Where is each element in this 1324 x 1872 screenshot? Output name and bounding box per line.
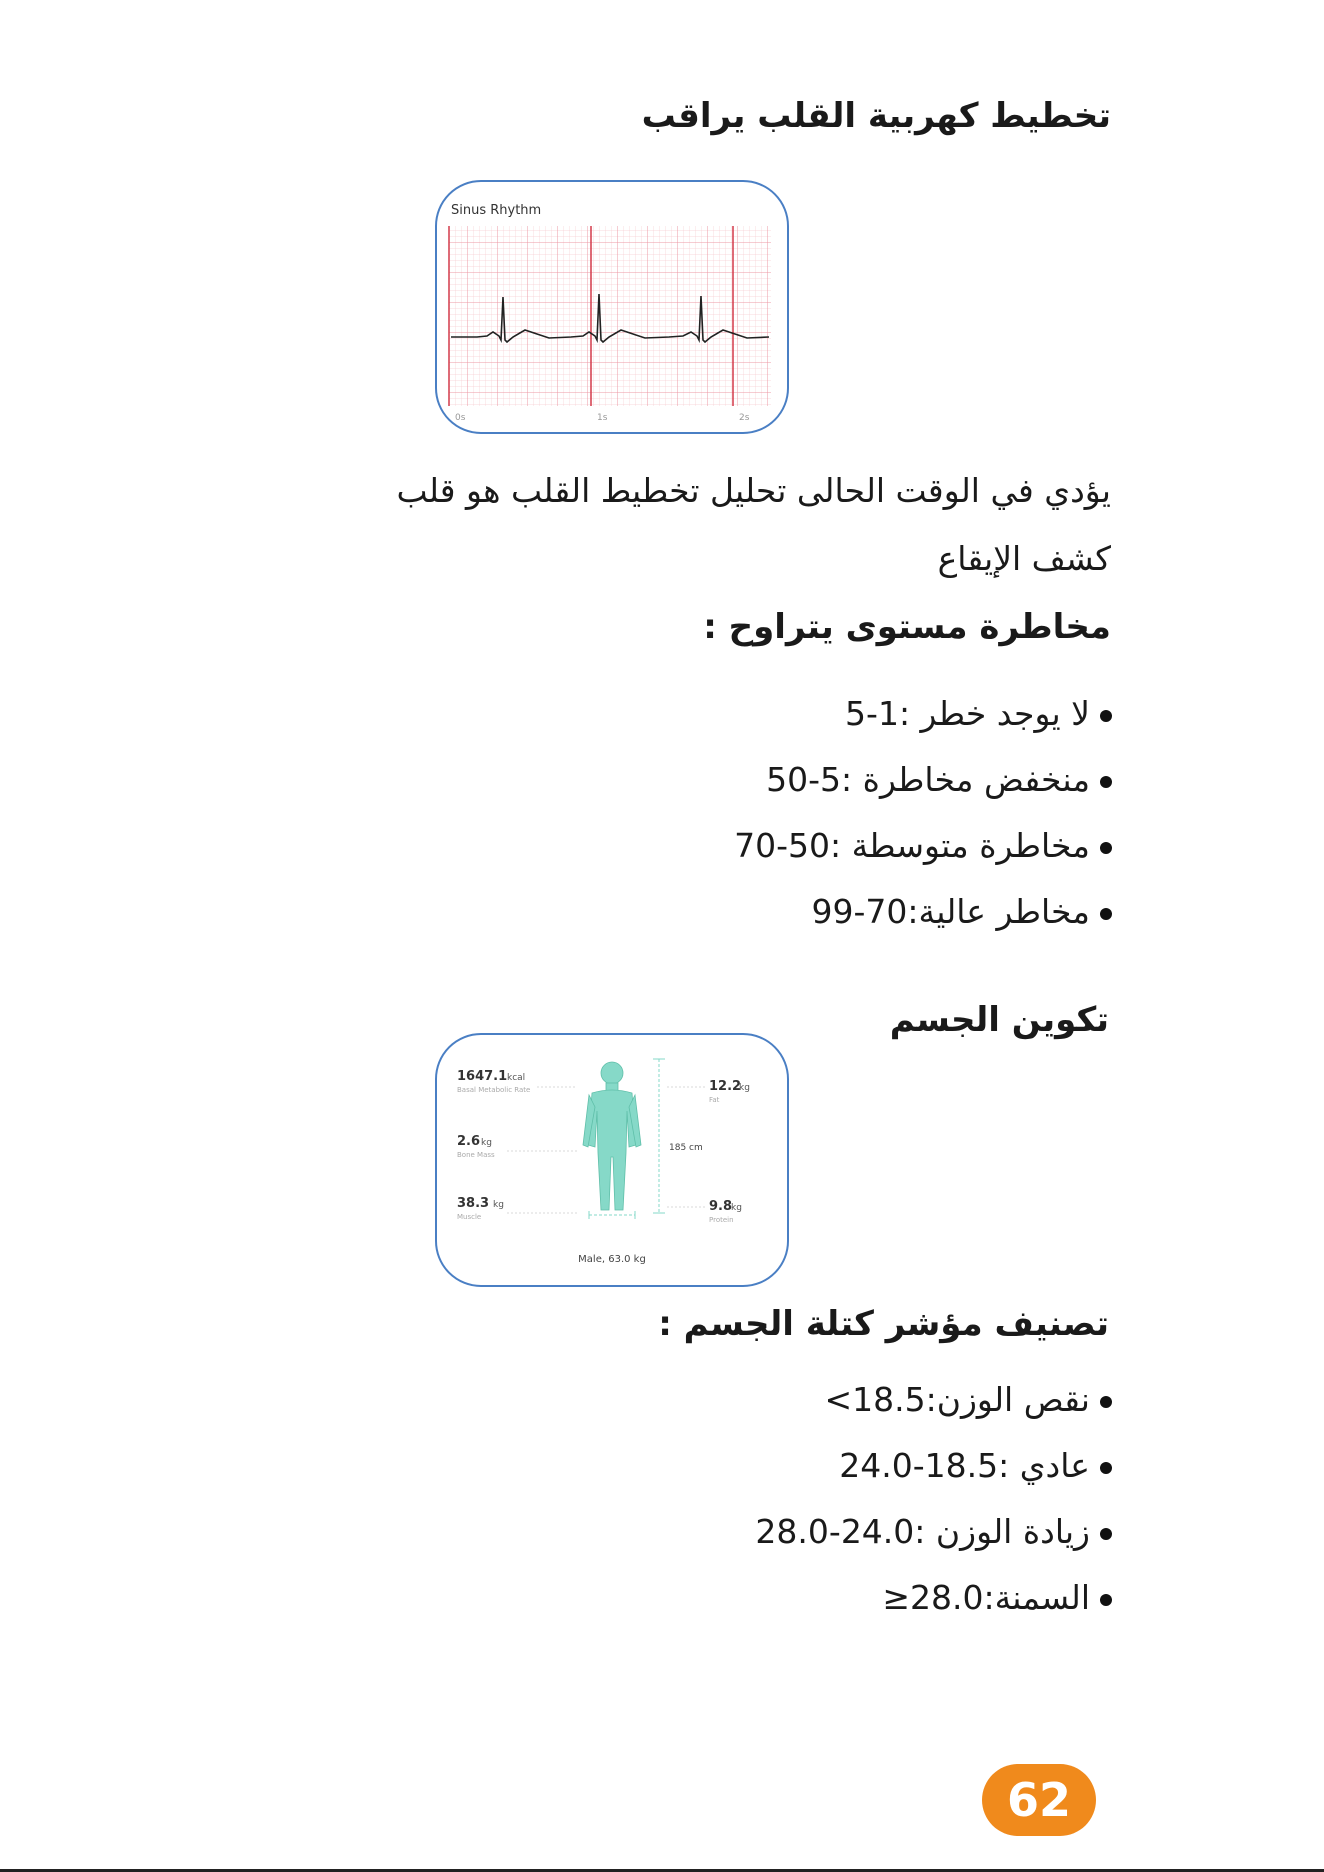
protein-value: 9.8 bbox=[709, 1199, 733, 1214]
ecg-tick-2: 2s bbox=[739, 413, 750, 423]
risk-item: لا يوجد خطر :1-5 bbox=[845, 694, 1112, 733]
bmi-section-title: تصنيف مؤشر كتلة الجسم : bbox=[658, 1304, 1109, 1344]
body-section-title: تكوين الجسم bbox=[889, 1000, 1109, 1040]
bullet-icon bbox=[1100, 908, 1112, 920]
bone-label: Bone Mass bbox=[457, 1151, 495, 1159]
muscle-value: 38.3 bbox=[457, 1196, 490, 1211]
ecg-description: يؤدي في الوقت الحالى تحليل تخطيط القلب هو قلب كشف الإيقاع bbox=[396, 471, 1111, 578]
body-composition-diagram bbox=[437, 1035, 787, 1285]
bmi-item: نقص الوزن:18.5> bbox=[825, 1380, 1113, 1419]
bullet-icon bbox=[1100, 1528, 1112, 1540]
bmr-unit: kcal bbox=[507, 1073, 526, 1083]
risk-section-title: مخاطرة مستوى يتراوح : bbox=[703, 607, 1111, 647]
fat-unit: kg bbox=[739, 1083, 750, 1093]
bmi-item: زيادة الوزن :24.0-28.0 bbox=[755, 1512, 1112, 1551]
bullet-icon bbox=[1100, 842, 1112, 854]
bullet-icon bbox=[1100, 1594, 1112, 1606]
body-composition-card bbox=[435, 1033, 789, 1287]
gender-weight: Male, 63.0 kg bbox=[578, 1254, 646, 1265]
bullet-icon bbox=[1100, 776, 1112, 788]
bmr-label: Basal Metabolic Rate bbox=[457, 1086, 531, 1094]
fat-value: 12.2 bbox=[709, 1079, 742, 1094]
bmr-value: 1647.1 bbox=[457, 1069, 508, 1084]
muscle-label: Muscle bbox=[457, 1213, 482, 1221]
ecg-tick-0: 0s bbox=[455, 413, 466, 423]
bullet-icon bbox=[1100, 1396, 1112, 1408]
bone-unit: kg bbox=[481, 1138, 492, 1148]
bone-value: 2.6 bbox=[457, 1134, 481, 1149]
ecg-chart bbox=[437, 182, 787, 432]
fat-label: Fat bbox=[709, 1096, 720, 1104]
ecg-grid bbox=[449, 226, 771, 406]
protein-label: Protein bbox=[709, 1216, 734, 1224]
risk-item: منخفض مخاطرة :5-50 bbox=[766, 760, 1112, 799]
human-body-icon bbox=[583, 1062, 641, 1210]
ecg-section-title: تخطيط كهربية القلب يراقب bbox=[641, 96, 1111, 136]
height-value: 185 cm bbox=[669, 1143, 703, 1153]
protein-unit: kg bbox=[731, 1203, 742, 1213]
risk-item: مخاطرة متوسطة :50-70 bbox=[734, 826, 1112, 865]
bmi-item: عادي :18.5-24.0 bbox=[839, 1446, 1112, 1485]
bullet-icon bbox=[1100, 710, 1112, 722]
risk-item: مخاطر عالية:70-99 bbox=[812, 892, 1113, 931]
muscle-unit: kg bbox=[493, 1200, 504, 1210]
ecg-chart-card bbox=[435, 180, 789, 434]
ecg-tick-1: 1s bbox=[597, 413, 608, 423]
bmi-item: السمنة:28.0≤ bbox=[882, 1578, 1112, 1617]
ecg-label: Sinus Rhythm bbox=[451, 203, 542, 218]
bullet-icon bbox=[1100, 1462, 1112, 1474]
page-number-badge: 62 bbox=[982, 1764, 1096, 1836]
